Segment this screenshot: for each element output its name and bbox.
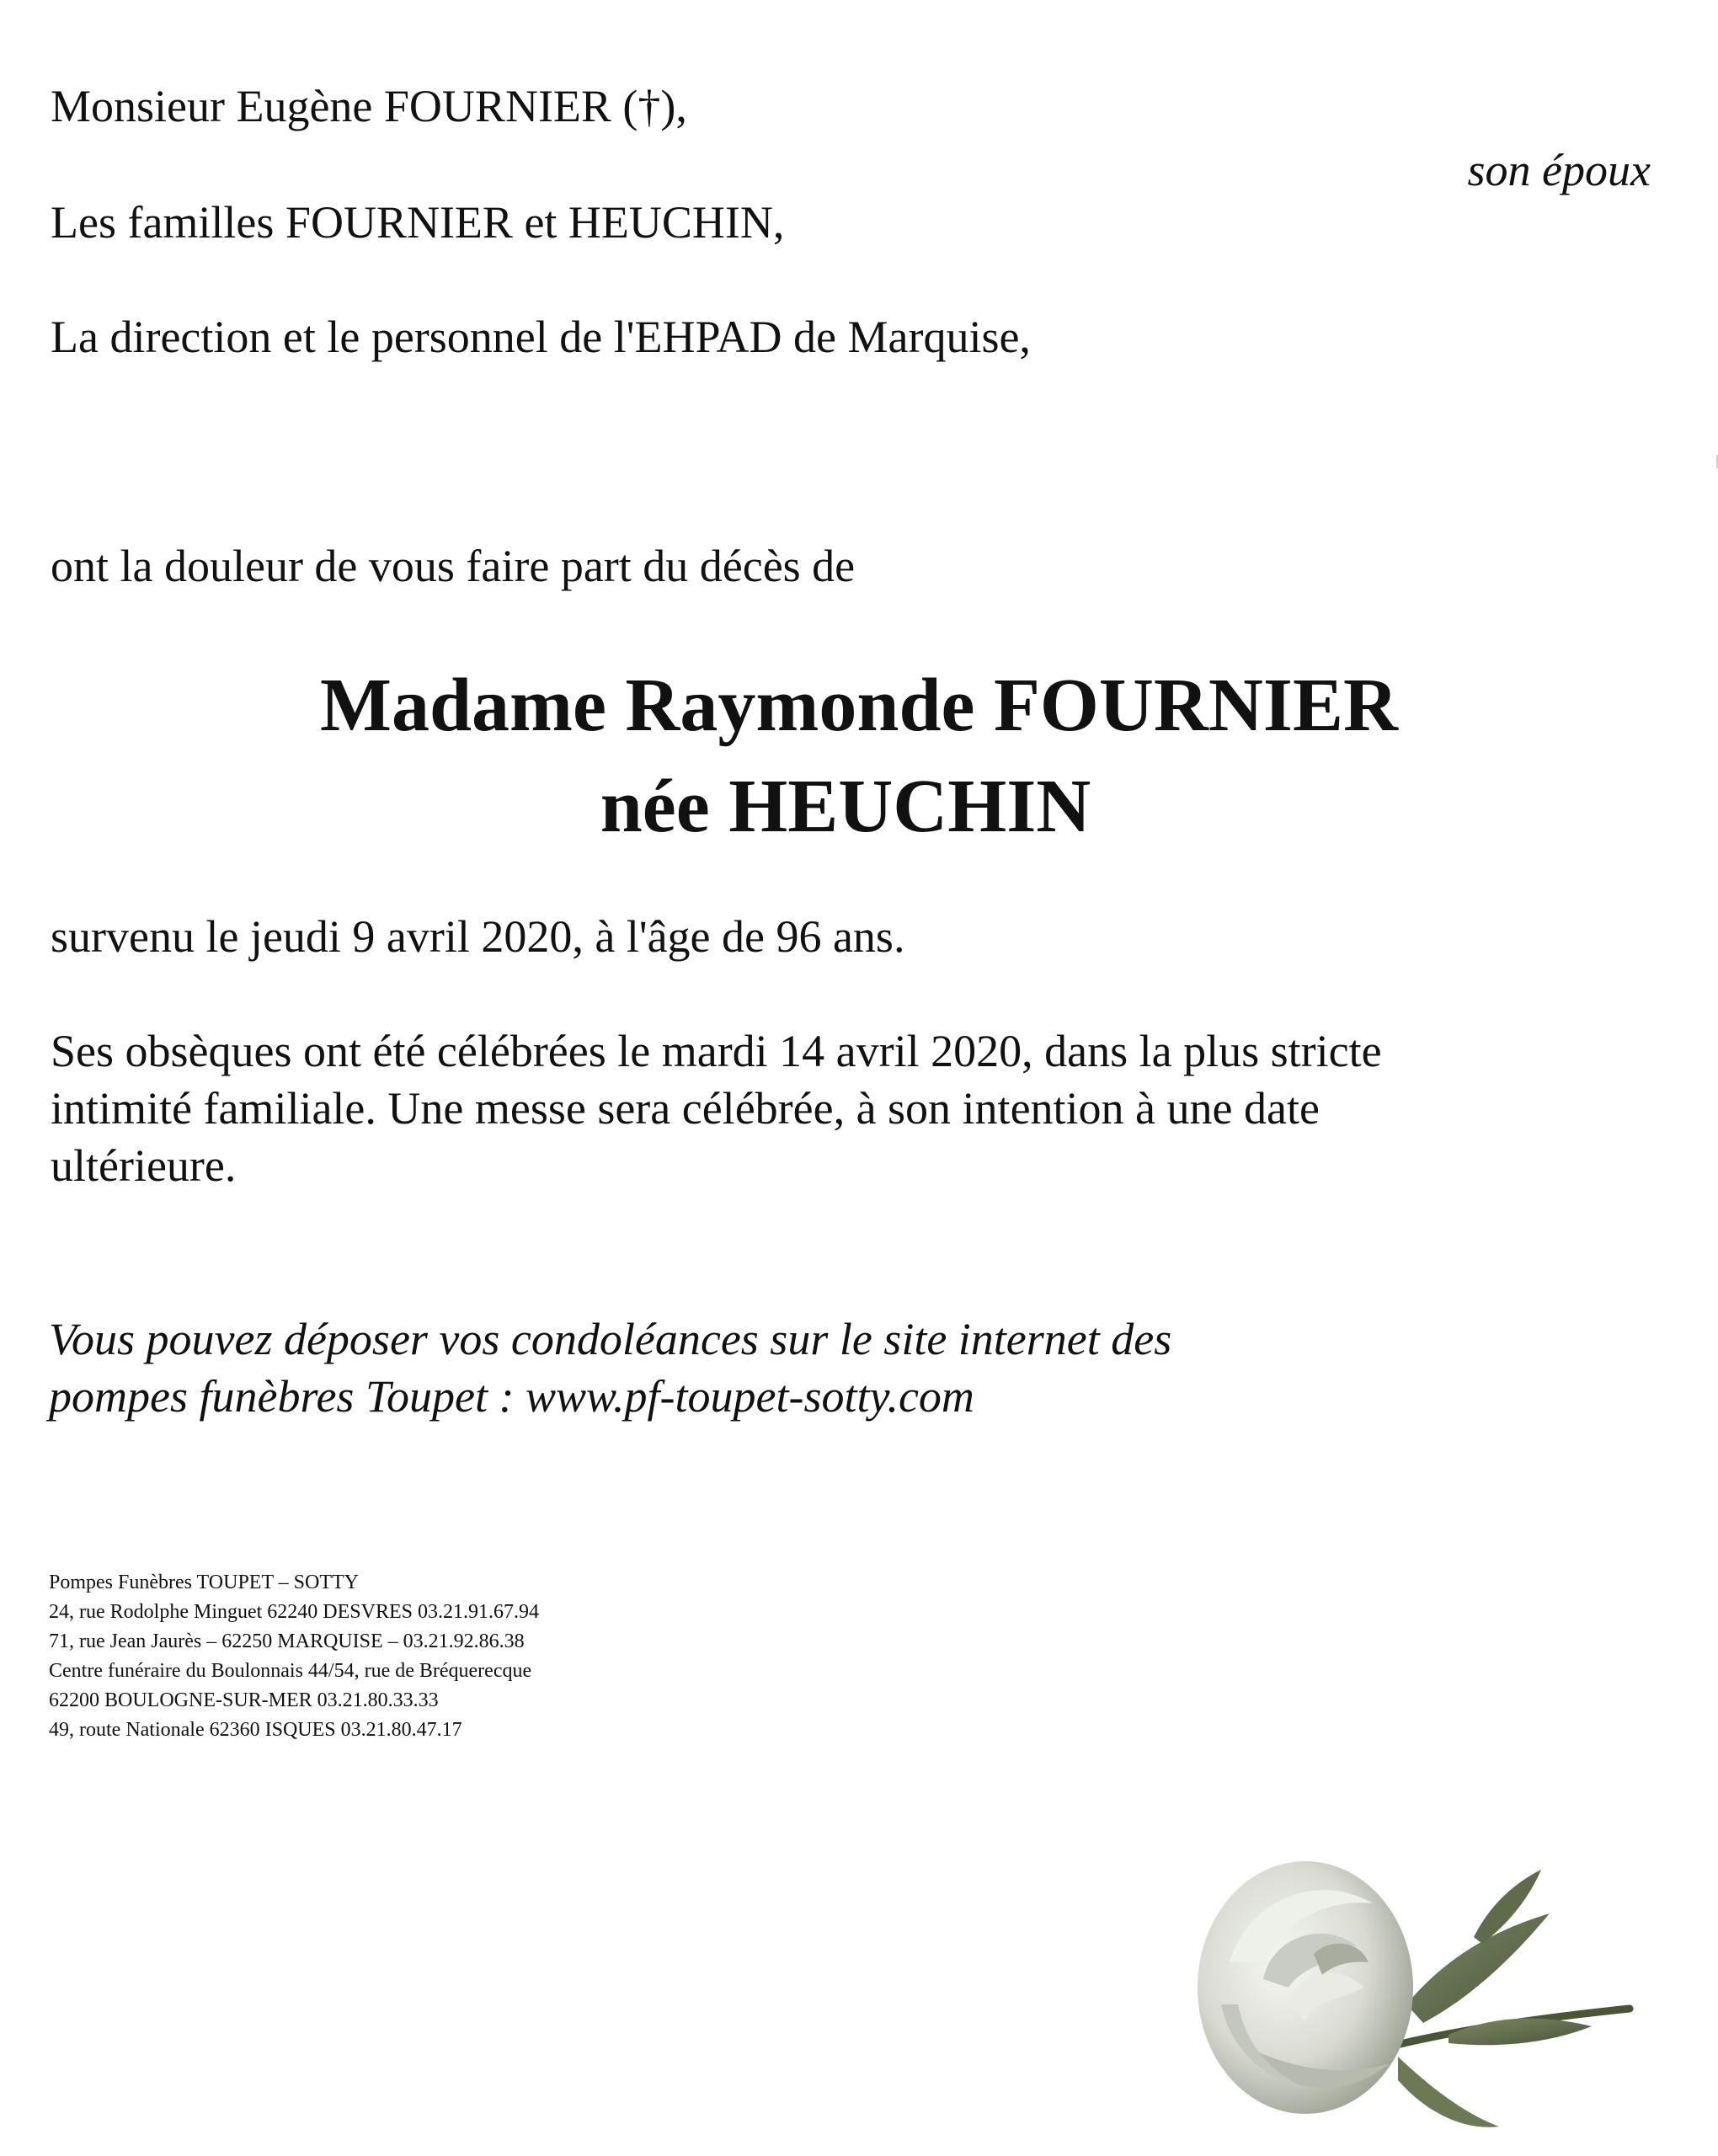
deceased-maiden-name: née HEUCHIN — [600, 765, 1091, 848]
funeral-home-address: 49, route Nationale 62360 ISQUES 03.21.80.47.17 — [49, 1719, 462, 1741]
white-rose-icon — [1196, 1836, 1634, 2139]
funeral-home-address: 24, rue Rodolphe Minguet 62240 DESVRES 03.21.91.67.94 — [49, 1601, 539, 1623]
funeral-paragraph — [51, 1022, 1566, 1194]
relation-label: son époux — [1467, 145, 1651, 195]
death-date-line: survenu le jeudi 9 avril 2020, à l'âge de 96 ans. — [51, 911, 905, 962]
mourner-line-families: Les familles FOURNIER et HEUCHIN, — [51, 197, 785, 248]
condolences-line: Vous pouvez déposer vos condoléances sur le site internet des — [49, 1314, 1172, 1364]
funeral-home-address: 62200 BOULOGNE-SUR-MER 03.21.80.33.33 — [49, 1689, 439, 1711]
announcement-line: ont la douleur de vous faire part du décès de — [51, 541, 856, 591]
condolences-paragraph — [49, 1310, 1481, 1425]
condolences-line: pompes funèbres Toupet : www.pf-toupet-sotty.com — [49, 1371, 974, 1422]
funeral-home-name: Pompes Funèbres TOUPET – SOTTY — [49, 1572, 360, 1593]
funeral-home-address: Centre funéraire du Boulonnais 44/54, rue de Bréquerecque — [49, 1660, 532, 1682]
mourner-line-husband: Monsieur Eugène FOURNIER (†), — [51, 81, 687, 131]
funeral-line: Ses obsèques ont été célébrées le mardi 14 avril 2020, dans la plus stricte — [51, 1026, 1382, 1076]
funeral-line: ultérieure. — [51, 1140, 237, 1191]
deceased-name: Madame Raymonde FOURNIER — [320, 664, 1398, 747]
funeral-home-contact — [49, 1568, 539, 1745]
funeral-home-address: 71, rue Jean Jaurès – 62250 MARQUISE – 03.21.92.86.38 — [49, 1630, 525, 1652]
mourner-line-ehpad: La direction et le personnel de l'EHPAD de Marquise, — [51, 312, 1031, 362]
funeral-line: intimité familiale. Une messe sera célébrée, à son intention à une date — [51, 1083, 1320, 1134]
